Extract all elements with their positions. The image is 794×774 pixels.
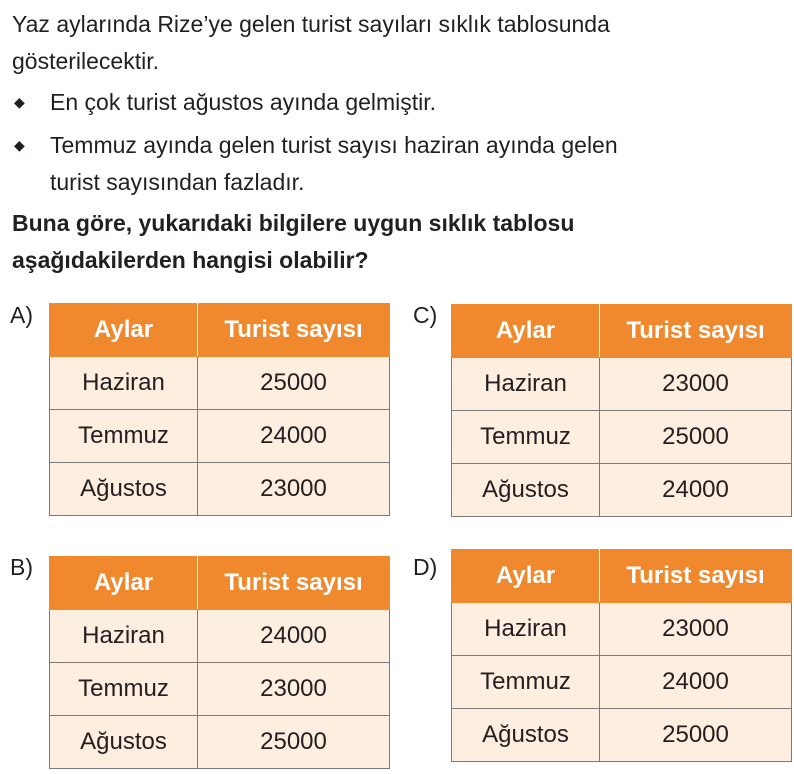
- header-aylar: Aylar: [50, 557, 198, 610]
- count-cell: 23000: [600, 358, 792, 411]
- count-cell: 25000: [600, 411, 792, 464]
- table-row: [50, 410, 390, 463]
- month-cell: Ağustos: [452, 709, 600, 762]
- table-row: [452, 464, 792, 517]
- table-row: [50, 663, 390, 716]
- table-row: [50, 610, 390, 663]
- month-cell: Haziran: [50, 610, 198, 663]
- bullet-text: Temmuz ayında gelen turist sayısı haziran ayında gelen turist sayısından fazladır.: [50, 132, 618, 195]
- month-cell: Temmuz: [50, 410, 198, 463]
- table-row: [50, 463, 390, 516]
- header-aylar: Aylar: [452, 305, 600, 358]
- month-cell: Haziran: [452, 603, 600, 656]
- option-c-label[interactable]: C): [413, 302, 438, 328]
- count-cell: 23000: [198, 463, 390, 516]
- count-cell: 25000: [600, 709, 792, 762]
- table-row: [452, 603, 792, 656]
- table-row: [452, 411, 792, 464]
- header-turist-sayisi: Turist sayısı: [600, 550, 792, 603]
- count-cell: 24000: [198, 610, 390, 663]
- month-cell: Temmuz: [452, 411, 600, 464]
- month-cell: Haziran: [452, 358, 600, 411]
- option-a-label[interactable]: A): [10, 302, 33, 328]
- count-cell: 23000: [198, 663, 390, 716]
- count-cell: 25000: [198, 357, 390, 410]
- bullet-text: En çok turist ağustos ayında gelmiştir.: [50, 89, 437, 115]
- question-text: Buna göre, yukarıdaki bilgilere uygun sıklık tablosu aşağıdakilerden hangisi olabilir?: [12, 210, 575, 273]
- table-row: [50, 357, 390, 410]
- count-cell: 23000: [600, 603, 792, 656]
- bullet-item: [12, 127, 642, 201]
- month-cell: Ağustos: [50, 716, 198, 769]
- option-a-table[interactable]: [49, 303, 390, 516]
- header-aylar: Aylar: [452, 550, 600, 603]
- month-cell: Temmuz: [452, 656, 600, 709]
- month-cell: Temmuz: [50, 663, 198, 716]
- header-turist-sayisi: Turist sayısı: [198, 304, 390, 357]
- option-d-table[interactable]: [451, 549, 792, 762]
- count-cell: 24000: [600, 656, 792, 709]
- option-b-label[interactable]: B): [10, 554, 33, 580]
- count-cell: 24000: [198, 410, 390, 463]
- intro-text: Yaz aylarında Rize’ye gelen turist sayıları sıklık tablosunda gösterilecektir.: [12, 11, 610, 74]
- table-row: [452, 709, 792, 762]
- count-cell: 24000: [600, 464, 792, 517]
- table-row: [452, 656, 792, 709]
- header-aylar: Aylar: [50, 304, 198, 357]
- diamond-bullet-icon: ◆: [14, 94, 25, 110]
- header-turist-sayisi: Turist sayısı: [600, 305, 792, 358]
- option-c-table[interactable]: [451, 304, 792, 517]
- header-turist-sayisi: Turist sayısı: [198, 557, 390, 610]
- option-d-label[interactable]: D): [413, 554, 438, 580]
- month-cell: Haziran: [50, 357, 198, 410]
- bullet-item: [12, 84, 642, 121]
- count-cell: 25000: [198, 716, 390, 769]
- table-row: [452, 358, 792, 411]
- month-cell: Ağustos: [50, 463, 198, 516]
- table-row: [50, 716, 390, 769]
- month-cell: Ağustos: [452, 464, 600, 517]
- diamond-bullet-icon: ◆: [14, 137, 25, 153]
- option-b-table[interactable]: [49, 556, 390, 769]
